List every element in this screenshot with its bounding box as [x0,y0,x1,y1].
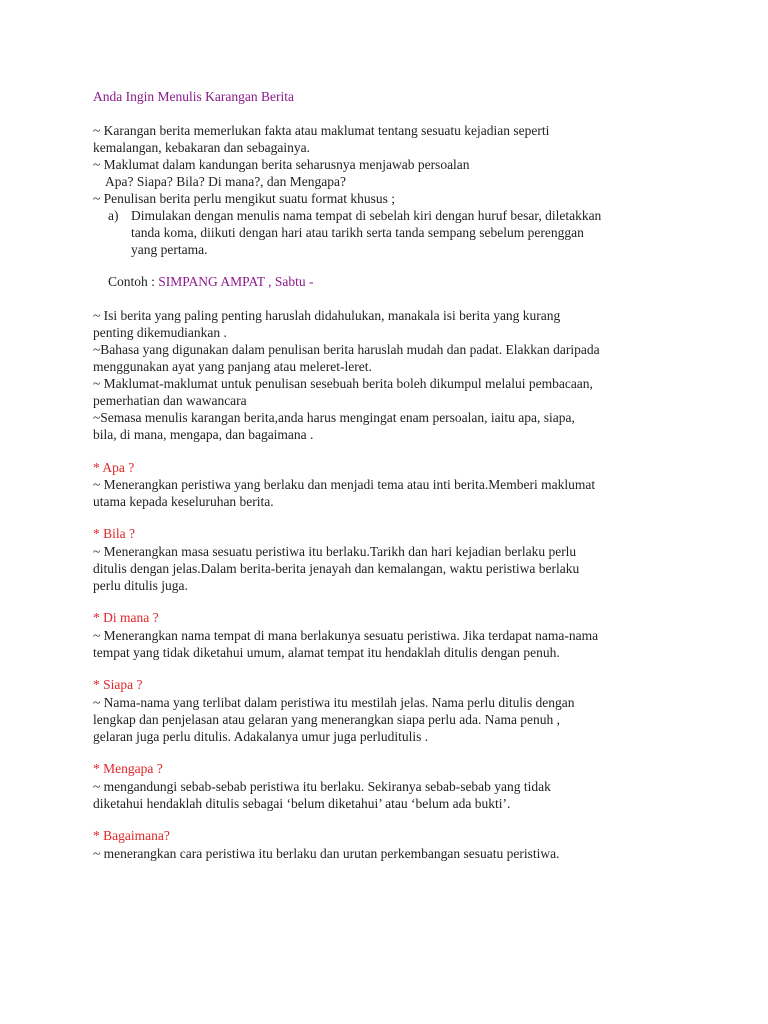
intro-questions-line: Apa? Siapa? Bila? Di mana?, dan Mengapa? [105,174,347,189]
section-line: ~ Menerangkan peristiwa yang berlaku dan menjadi tema atau inti berita.Memberi maklumat [93,477,596,492]
intro-line: ~ Maklumat dalam kandungan berita seharusnya menjawab persoalan [93,157,470,172]
body-line: menggunakan ayat yang panjang atau meleret-leret. [93,359,372,374]
section-line: gelaran juga perlu ditulis. Adakalanya umur juga perluditulis . [93,729,429,744]
section-heading-bila: * Bila ? [93,526,135,541]
example-text: SIMPANG AMPAT , Sabtu - [158,274,314,289]
list-marker: a) [108,208,119,223]
section-line: diketahui hendaklah ditulis sebagai ‘belum diketahui’ atau ‘belum ada bukti’. [93,796,511,811]
section-line: ~ menerangkan cara peristiwa itu berlaku dan urutan perkembangan sesuatu peristiwa. [93,846,560,861]
section-line: ~ Nama-nama yang terlibat dalam peristiwa itu mestilah jelas. Nama perlu ditulis dengan [93,695,575,710]
section-line: tempat yang tidak diketahui umum, alamat tempat itu hendaklah ditulis dengan penuh. [93,645,560,660]
section-line: perlu ditulis juga. [93,578,188,593]
section-line: ditulis dengan jelas.Dalam berita-berita jenayah dan kemalangan, waktu peristiwa berlaku [93,561,580,576]
body-line: penting dikemudiankan . [93,325,227,340]
section-heading-mengapa: * Mengapa ? [93,761,163,776]
section-line: utama kepada keseluruhan berita. [93,494,274,509]
section-heading-bagaimana: * Bagaimana? [93,828,170,843]
section-line: ~ Menerangkan masa sesuatu peristiwa itu berlaku.Tarikh dan hari kejadian berlaku perlu [93,544,577,559]
section-heading-di-mana: * Di mana ? [93,610,159,625]
section-heading-siapa: * Siapa ? [93,677,143,692]
example-line [108,273,313,290]
intro-line: ~ Karangan berita memerlukan fakta atau maklumat tentang sesuatu kejadian seperti [93,123,550,138]
body-line: ~Semasa menulis karangan berita,anda harus mengingat enam persoalan, iaitu apa, siapa, [93,410,575,425]
section-line: ~ Menerangkan nama tempat di mana berlakunya sesuatu peristiwa. Jika terdapat nama-nama [93,628,599,643]
list-item-line: tanda koma, diikuti dengan hari atau tarikh serta tanda sempang sebelum perenggan [131,225,584,240]
list-item-line: yang pertama. [131,242,208,257]
section-line: ~ mengandungi sebab-sebab peristiwa itu berlaku. Sekiranya sebab-sebab yang tidak [93,779,551,794]
intro-line: ~ Penulisan berita perlu mengikut suatu format khusus ; [93,191,396,206]
example-prefix: Contoh : [108,274,155,289]
body-line: pemerhatian dan wawancara [93,393,247,408]
list-item-line: Dimulakan dengan menulis nama tempat di sebelah kiri dengan huruf besar, diletakkan [131,208,602,223]
body-line: ~ Maklumat-maklumat untuk penulisan sesebuah berita boleh dikumpul melalui pembacaan, [93,376,593,391]
intro-line: kemalangan, kebakaran dan sebagainya. [93,140,311,155]
section-line: lengkap dan penjelasan atau gelaran yang menerangkan siapa perlu ada. Nama penuh , [93,712,561,727]
body-line: bila, di mana, mengapa, dan bagaimana . [93,427,314,442]
body-line: ~ Isi berita yang paling penting haruslah didahulukan, manakala isi berita yang kurang [93,308,561,323]
section-heading-apa: * Apa ? [93,460,135,475]
document-title: Anda Ingin Menulis Karangan Berita [93,89,294,104]
body-line: ~Bahasa yang digunakan dalam penulisan berita haruslah mudah dan padat. Elakkan daripada [93,342,600,357]
